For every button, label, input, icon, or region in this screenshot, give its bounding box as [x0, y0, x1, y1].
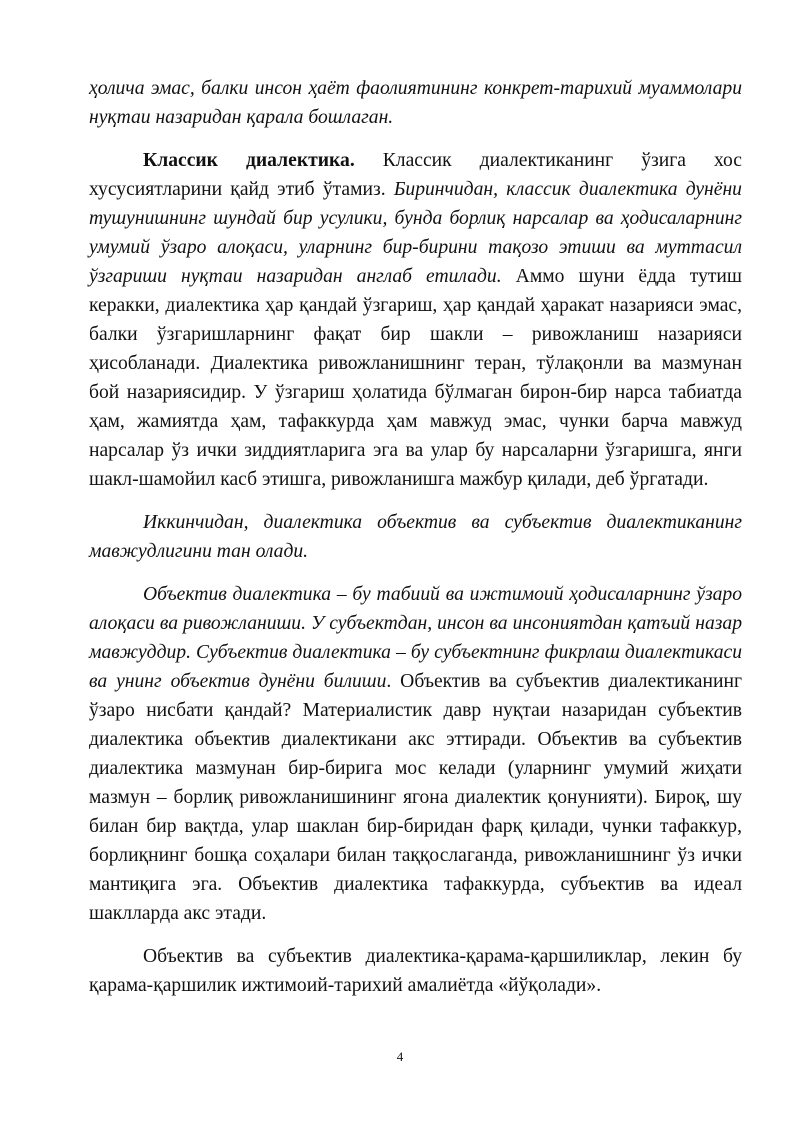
body-text: Аммо шуни ёдда тутиш керакки, диалектика ҳар қандай ўзгариш, ҳар қандай ҳаракат назарияси эмас, балки ўзгаришларнинг фақат бир шакли – ривожланиш назарияси ҳисобланади. Диалектика ривожланишнинг теран, тўлақонли ва мазмунан бой назариясидир. У ўзгариш ҳолатида бўлмаган бирон-бир нарса табиатда ҳам, жамиятда ҳам, тафаккурда ҳам мавжуд эмас, чунки барча мавжуд нарсалар ўз ички зиддиятларига эга ва улар бу нарсаларни ўзгаришга, янги шакл-шамойил касб этишга, ривожланишга мажбур қилади, деб ўргатади. [89, 266, 742, 490]
paragraph-objective-dialectics [89, 580, 742, 928]
italic-text: Иккинчидан, диалектика объектив ва субъектив диалектиканинг мавжудлигини тан олади. [89, 512, 742, 562]
paragraph-second [89, 508, 742, 566]
page-number: 4 [396, 1049, 404, 1064]
italic-text: ҳолича эмас, балки инсон ҳаёт фаолиятининг конкрет-тарихий муаммолари нуқтаи назаридан қарала бошлаган. [89, 78, 742, 128]
body-text: Классик диалектиканинг ўзига хос хусусиятларини қайд этиб ўтамиз. [89, 150, 743, 200]
italic-text: Объектив диалектика – бу табиий ва ижтимоий ҳодисаларнинг ўзаро алоқаси ва ривожланиши. У субъектдан, инсон ва инсониятдан қатъий назар мавжуддир. Субъектив диалектика – бу субъектнинг фикрлаш диалектикаси ва унинг объектив дунёни билиши [89, 584, 742, 692]
paragraph-classic-dialectics [89, 146, 742, 494]
italic-text: Биринчидан, классик диалектика дунёни тушунишнинг шундай бир усулики, бунда борлиқ нарсалар ва ҳодисаларнинг умумий ўзаро алоқаси, уларнинг бир-бирини тақозо этиши ва муттасил ўзгариши нуқтаи назаридан англаб етилади. [89, 179, 742, 287]
body-text: Объектив ва субъектив диалектика-қарама-қаршиликлар, лекин бу қарама-қаршилик ижтимоий-тарихий амалиётда «йўқолади». [89, 946, 742, 996]
body-text: . Объектив ва субъектив диалектиканинг ўзаро нисбати қандай? Материалистик давр нуқтаи назаридан субъектив диалектика объектив диалектикани акс эттиради. Объектив ва субъектив диалектика мазмунан бир-бирига мос келади (уларнинг умумий жиҳати мазмун – борлиқ ривожланишининг ягона диалектик қонунияти). Бироқ, шу билан бир вақтда, улар шаклан бир-биридан фарқ қилади, чунки тафаккур, борлиқнинг бошқа соҳалари билан таққослаганда, ривожланишнинг ўз ички мантиқига эга. Объектив диалектика тафаккурда, субъектив ва идеал шаклларда акс этади. [89, 671, 742, 924]
paragraph-continuation [89, 74, 742, 132]
section-heading: Классик диалектика. [143, 150, 355, 171]
paragraph-final [89, 942, 742, 1000]
document-page [89, 74, 742, 1000]
